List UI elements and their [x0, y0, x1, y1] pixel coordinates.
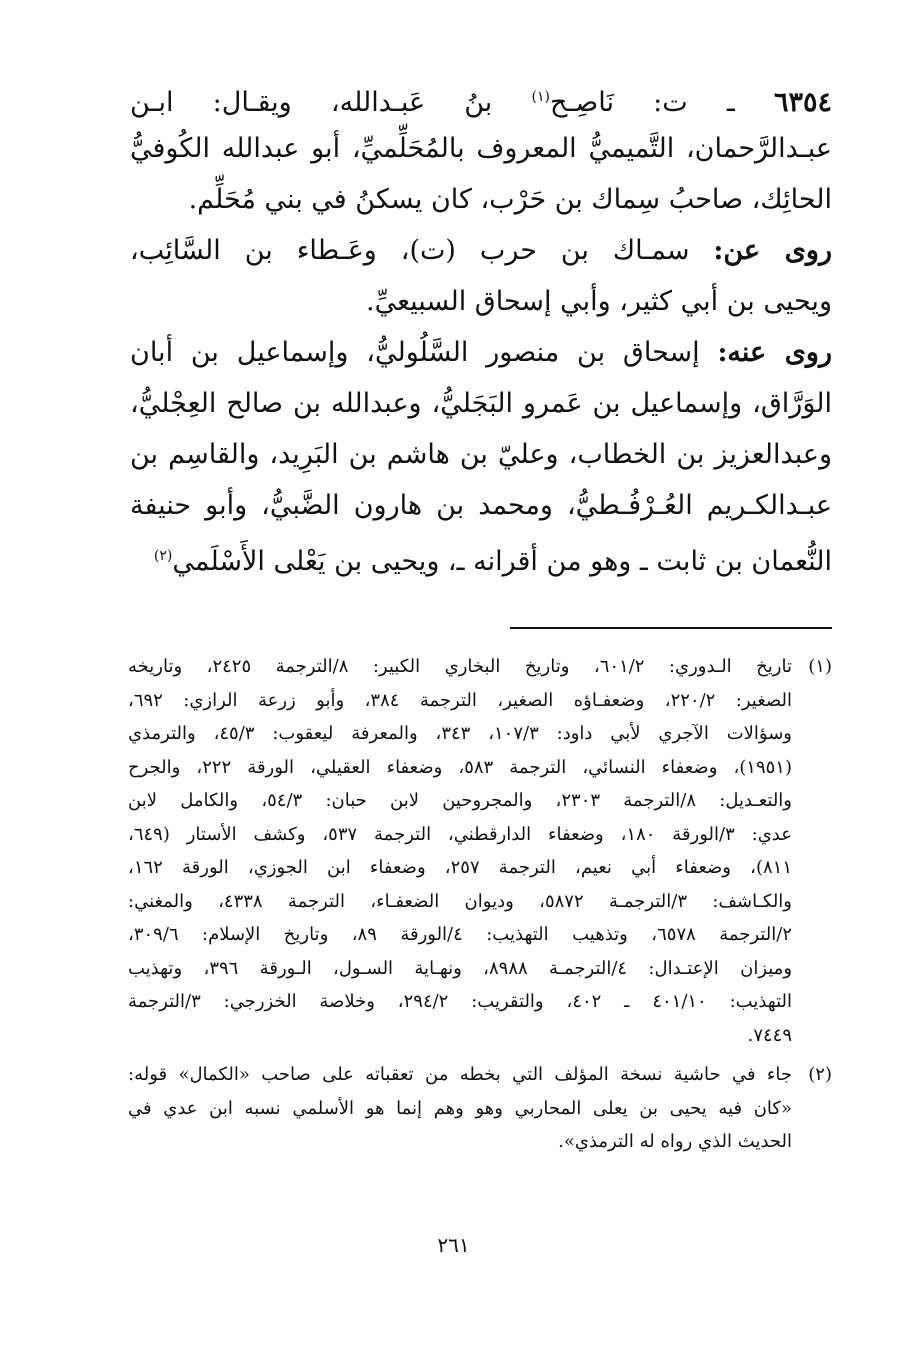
narrated-by-line: وعبدالعزيز بن الخطاب، وعليّ بن هاشم بن البَرِيد، والقاسِم بن: [130, 439, 832, 470]
narrated-from-line: [130, 225, 832, 276]
footnote-line: وميزان الإعتـدال: ٤/الترجمـة ٨٩٨٨، ونهـاية السـول، الـورقة ٣٩٦، وتهذيب: [128, 957, 792, 979]
footnotes: [128, 650, 832, 1165]
narrated-by-line: [130, 531, 832, 582]
footnote-marker: (١): [808, 656, 832, 677]
footnote-marker: (٢): [808, 1064, 832, 1085]
footnote-line: ٢/الترجمة ٦٥٧٨، وتذهيب التهذيب: ٤/الورقة ٨٩، وتاريخ الإسلام: ٣٠٩/٦،: [128, 924, 792, 945]
footnote-2: [128, 1058, 832, 1159]
entry-dash: ـ: [726, 87, 735, 118]
footnote-1: [128, 650, 832, 1052]
footnote-separator: [510, 627, 832, 629]
footnote-line: وسؤالات الآجري لأبي داود: ١٠٧/٣، ٣٤٣، والمعرفة ليعقوب: ٤٥/٣، والترمذي: [128, 723, 792, 744]
biography-entry: [130, 72, 832, 582]
entry-line1-rest: بنُ عَبـدالله، ويقـال: ابـن: [130, 87, 493, 118]
entry-number: ٦٣٥٤: [773, 87, 832, 118]
narrated-from-label: روى عن:: [713, 235, 832, 266]
footnote-line: الحديث الذي رواه له الترمذي».: [558, 1131, 792, 1152]
footnote-line: التهذيب: ٤٠١/١٠ ـ ٤٠٢، والتقريب: ٢٩٤/٢، وخلاصة الخزرجي: ٣/الترجمة: [128, 991, 792, 1012]
footnote-line: «كان فيه يحيى بن يعلى المحاربي وهو وهم إنما هو الأسلمي نسبه ابن عدي في: [128, 1097, 792, 1119]
narrated-from-line: ويحيى بن أبي كثير، وأبي إسحاق السبيعيِّ.: [366, 286, 832, 317]
narrated-by-text: النُّعمان بن ثابت ـ وهو من أقرانه ـ، ويحيى بن يَعْلى الأَسْلَمي: [172, 546, 832, 577]
narrated-by-line: [130, 327, 832, 378]
entry-line: الحائِك، صاحبُ سِماك بن حَرْب، كان يسكنُ في بني مُحَلِّم.: [188, 184, 832, 215]
entry-code: ت:: [653, 87, 688, 118]
narrated-from-text: سمـاك بن حرب (ت)، وعَـطاء بن السَّائِب،: [130, 235, 690, 266]
footnote-line: (١٩٥١)، وضعفاء النسائي، الترجمة ٥٨٣، وضعفاء العقيلي، الورقة ٢٢٢، والجرح: [128, 756, 792, 778]
footnote-line: جاء في حاشية نسخة المؤلف التي بخطه من تعقباته على صاحب «الكمال» قوله:: [128, 1064, 792, 1085]
narrated-by-label: روى عنه:: [717, 337, 832, 368]
footnote-ref-1: (١): [531, 89, 550, 105]
entry-line: عبـدالرَّحمان، التَّميميُّ المعروف بالمُحَلِّميِّ، أبو عبدالله الكُوفيُّ: [130, 133, 832, 164]
footnote-ref-2: (٢): [153, 548, 173, 564]
footnote-line: والتعـديل: ٨/الترجمة ٢٣٠٣، والمجروحين لابن حبان: ٥٤/٣، والكامل لابن: [128, 790, 792, 811]
narrated-by-text: إسحاق بن منصور السَّلُوليُّ، وإسماعيل بن أبان: [130, 337, 700, 368]
footnote-line: عدي: ٣/الورقة ١٨٠، وضعفاء الدارقطني، الترجمة ٥٣٧، وكشف الأستار (٦٤٩،: [128, 823, 792, 845]
footnote-line: ٧٤٤٩.: [747, 1024, 792, 1046]
entry-name: نَاصِـح: [549, 87, 614, 118]
narrated-by-line: عبـدالكـريم العُـرْفُـطيُّ، ومحمد بن هارون الضَّبيُّ، وأبو حنيفة: [130, 490, 832, 521]
footnote-line: تاريخ الـدوري: ٦٠١/٢، وتاريخ البخاري الكبير: ٨/الترجمة ٢٤٢٥، وتاريخه: [128, 656, 792, 677]
footnote-line: والكـاشف: ٣/الترجمـة ٥٨٧٢، وديوان الضعفـاء، الترجمة ٤٣٣٨، والمغني:: [128, 890, 792, 912]
footnote-line: الصغير: ٢٢٠/٢، وضعفـاؤه الصغير، الترجمة ٣٨٤، وأبو زرعة الرازي: ٦٩٢،: [128, 689, 792, 711]
narrated-by-line: الوَرَّاق، وإسماعيل بن عَمرو البَجَليُّ، وعبدالله بن صالح العِجْليُّ،: [130, 388, 832, 419]
footnote-line: ٨١١)، وضعفاء أبي نعيم، الترجمة ٢٥٧، وضعفاء ابن الجوزي، الورقة ١٦٢،: [128, 857, 792, 878]
page-number: ٢٦١: [437, 1233, 470, 1257]
entry-heading-line: [130, 72, 832, 123]
